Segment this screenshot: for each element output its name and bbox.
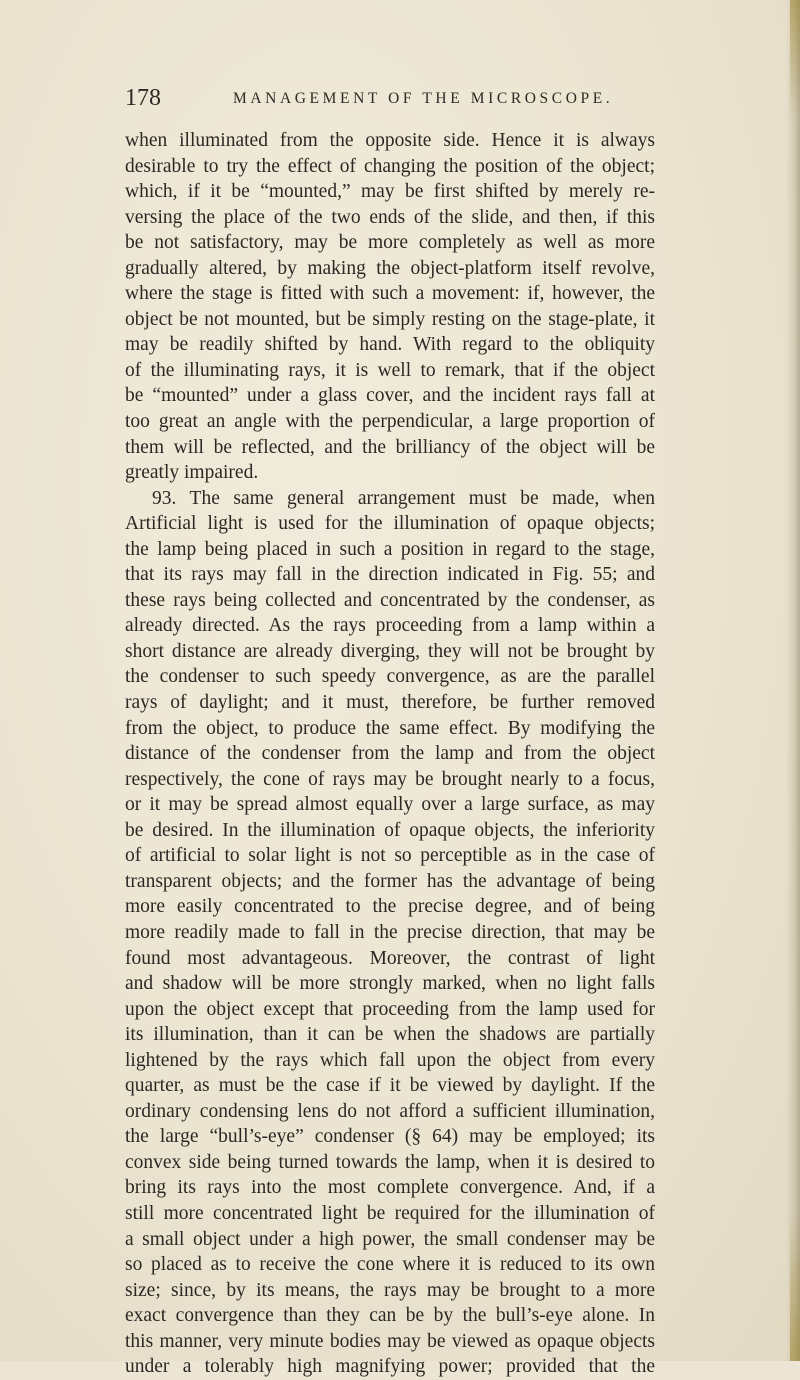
text-line: a small object under a high power, the small condenser may be xyxy=(125,1228,655,1250)
text-line: or it may be spread almost equally over a large surface, as may xyxy=(125,794,655,816)
page-edge-shadow xyxy=(786,0,800,1361)
text-line: distance of the condenser from the lamp and from the object xyxy=(125,743,655,765)
text-line: so placed as to receive the cone where it is reduced to its own xyxy=(125,1254,655,1276)
text-line: of artificial to solar light is not so perceptible as in the case of xyxy=(125,845,655,867)
text-line: transparent objects; and the former has the advantage of being xyxy=(125,870,655,892)
text-line: ordinary condensing lens do not afford a sufficient illumination, xyxy=(125,1100,655,1122)
text-line: from the object, to produce the same effect. By modifying the xyxy=(125,717,655,739)
page-edge-stain-bottom xyxy=(790,1211,800,1361)
text-line: this manner, very minute bodies may be viewed as opaque objects xyxy=(125,1330,655,1352)
text-line: convex side being turned towards the lamp, when it is desired to xyxy=(125,1151,655,1173)
text-line: object be not mounted, but be simply resting on the stage-plate, it xyxy=(125,308,655,330)
page-number: 178 xyxy=(125,85,161,111)
text-line: too great an angle with the perpendicular, a large proportion of xyxy=(125,411,655,433)
text-line: of the illuminating rays, it is well to remark, that if the object xyxy=(125,359,655,381)
text-line: the lamp being placed in such a position in regard to the stage, xyxy=(125,538,655,560)
text-line: exact convergence than they can be by the bull’s-eye alone. In xyxy=(125,1305,655,1327)
text-line: quarter, as must be the case if it be viewed by daylight. If the xyxy=(125,1075,655,1097)
text-line: these rays being collected and concentrated by the condenser, as xyxy=(125,589,655,611)
text-line: be “mounted” under a glass cover, and the incident rays fall at xyxy=(125,385,655,407)
text-line: bring its rays into the most complete convergence. And, if a xyxy=(125,1177,655,1199)
text-line: more easily concentrated to the precise degree, and of being xyxy=(125,896,655,918)
text-line: which, if it be “mounted,” may be first shifted by merely re- xyxy=(125,181,655,203)
page-edge-stain-top xyxy=(790,0,800,120)
text-line: gradually altered, by making the object-platform itself revolve, xyxy=(125,257,655,279)
text-line: greatly impaired. xyxy=(125,462,259,484)
text-line: short distance are already diverging, they will not be brought by xyxy=(125,640,655,662)
text-line: upon the object except that proceeding from the lamp used for xyxy=(125,998,655,1020)
text-line: that its rays may fall in the direction indicated in Fig. 55; and xyxy=(125,564,655,586)
text-line: more readily made to fall in the precise direction, that may be xyxy=(125,921,655,943)
text-line: already directed. As the rays proceeding from a lamp within a xyxy=(125,615,655,637)
running-title: MANAGEMENT OF THE MICROSCOPE. xyxy=(233,90,614,107)
text-line: the large “bull’s-eye” condenser (§ 64) may be employed; its xyxy=(125,1126,655,1148)
page-header xyxy=(125,86,645,110)
text-line: rays of daylight; and it must, therefore, be further removed xyxy=(125,692,655,714)
text-line: when illuminated from the opposite side. Hence it is always xyxy=(125,130,655,151)
text-line: and shadow will be more strongly marked, when no light falls xyxy=(125,973,655,995)
text-line: the condenser to such speedy convergence, as are the parallel xyxy=(125,666,655,688)
text-line: respectively, the cone of rays may be brought nearly to a focus, xyxy=(125,768,655,790)
text-line: be desired. In the illumination of opaque objects, the inferiority xyxy=(125,819,655,841)
text-line: still more concentrated light be required for the illumination of xyxy=(125,1202,655,1224)
text-line: size; since, by its means, the rays may be brought to a more xyxy=(125,1279,655,1301)
text-line: its illumination, than it can be when the shadows are partially xyxy=(125,1024,655,1046)
text-line: versing the place of the two ends of the slide, and then, if this xyxy=(125,206,655,228)
text-line: desirable to try the effect of changing the position of the object; xyxy=(125,155,655,177)
text-line: be not satisfactory, may be more completely as well as more xyxy=(125,232,655,254)
text-line: Artificial light is used for the illumination of opaque objects; xyxy=(125,513,655,535)
text-line: 93. The same general arrangement must be made, when xyxy=(152,487,655,509)
text-line: may be readily shifted by hand. With regard to the obliquity xyxy=(125,334,655,356)
text-line: lightened by the rays which fall upon the object from every xyxy=(125,1049,655,1071)
text-line: them will be reflected, and the brilliancy of the object will be xyxy=(125,436,655,458)
text-line: found most advantageous. Moreover, the contrast of light xyxy=(125,947,655,969)
text-line: under a tolerably high magnifying power; provided that the xyxy=(125,1356,655,1378)
text-line: where the stage is fitted with such a movement: if, however, the xyxy=(125,283,655,305)
body-text xyxy=(125,128,655,1380)
